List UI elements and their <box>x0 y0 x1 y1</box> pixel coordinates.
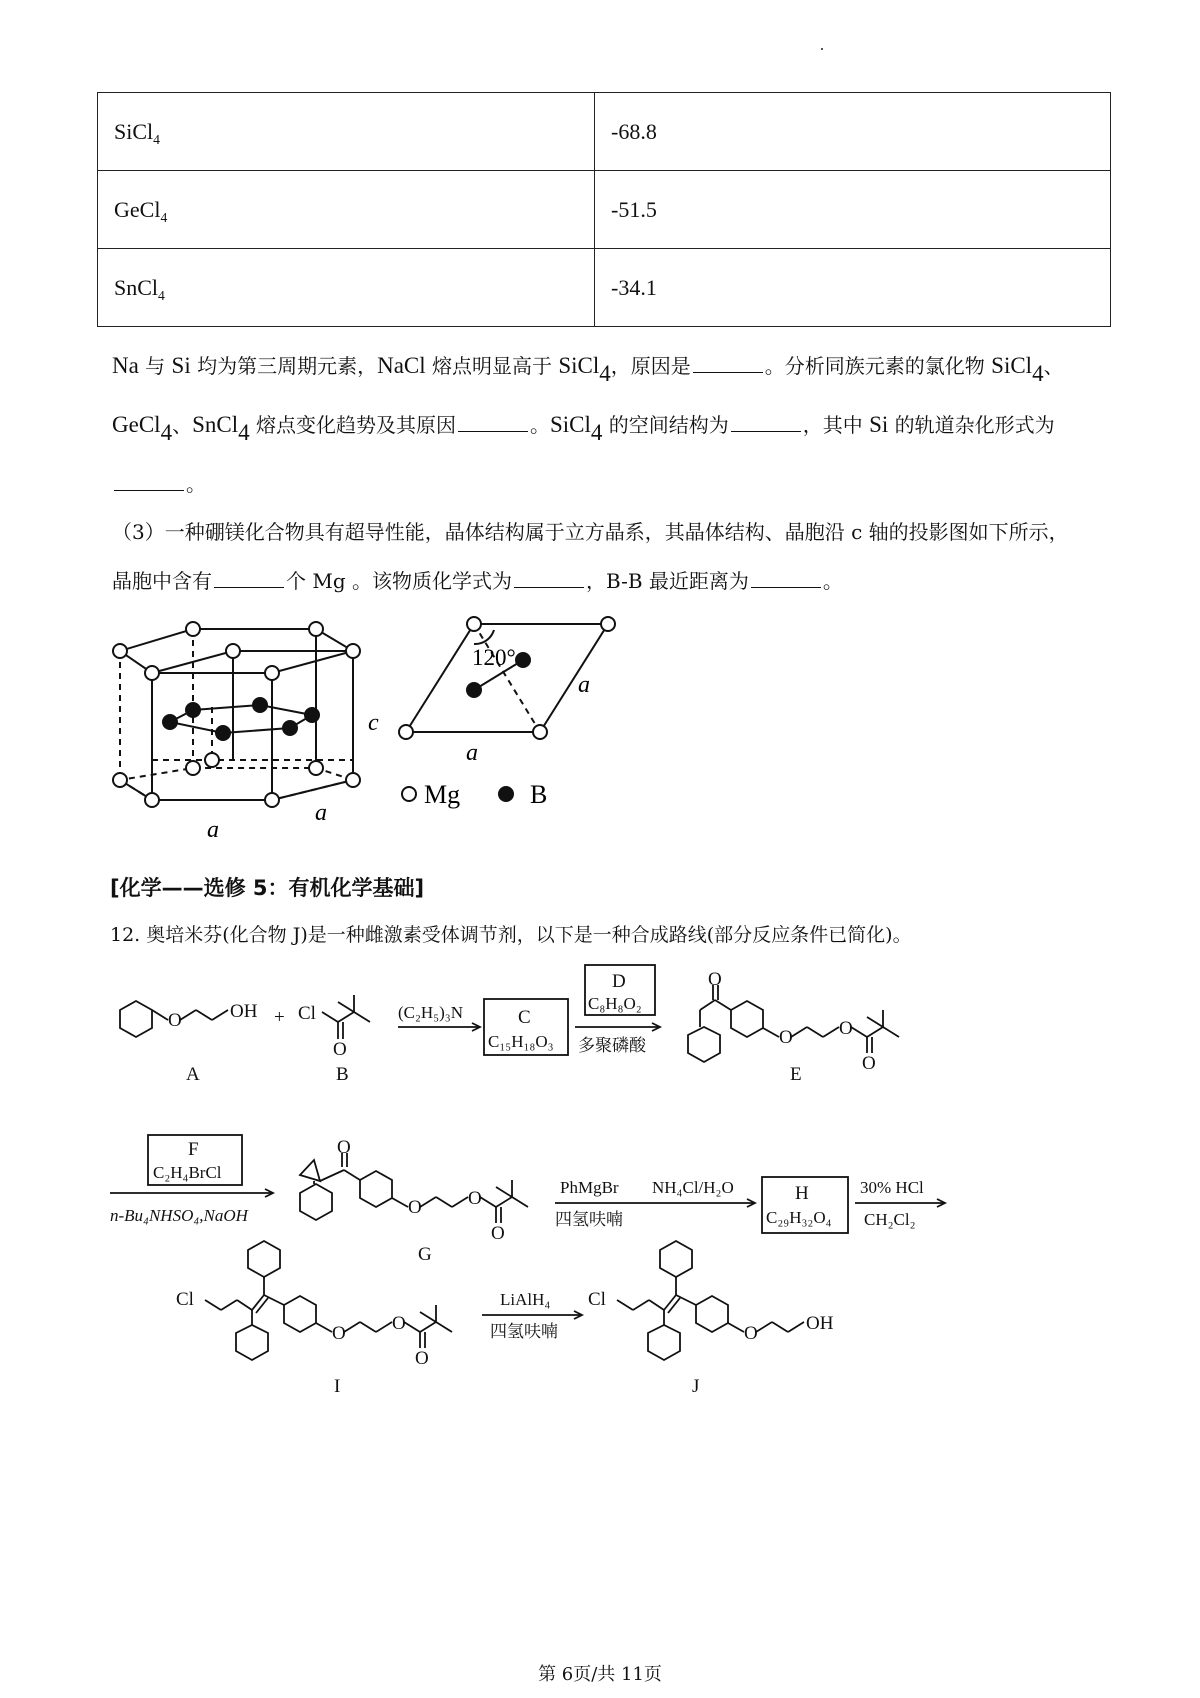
reagent-thf: 四氢呋喃 <box>490 1322 558 1341</box>
table-row <box>98 93 1111 171</box>
page-footer: 第 6页/共 11页 <box>538 1664 662 1685</box>
angle-label: 120° <box>472 645 516 670</box>
answer-blank[interactable] <box>214 569 284 588</box>
label-a: a <box>466 740 478 766</box>
atom-o: O <box>862 1053 876 1074</box>
compound-j-structure <box>617 1241 804 1360</box>
compound-e-structure <box>688 985 899 1062</box>
b-legend-icon <box>498 786 514 802</box>
reagent-nh4cl: NH₄Cl/H₂O <box>652 1178 734 1197</box>
reagent-triethylamine: (C₂H₅)₃N <box>398 1003 463 1022</box>
atom-o: O <box>408 1197 422 1218</box>
table-cell: -68.8 <box>595 93 1111 171</box>
answer-blank[interactable] <box>731 413 801 432</box>
question-line-2: GeCl$_4$、SnCl$_4$ 熔点变化趋势及其原因 。SiCl$_4$ 的空间结构为 ，其中 Si 的轨道杂化形式为 <box>112 412 1055 446</box>
table-row <box>98 249 1111 327</box>
answer-blank[interactable] <box>514 569 584 588</box>
b-atoms <box>162 697 320 741</box>
answer-blank[interactable] <box>114 472 184 491</box>
formula-h: C₂₉H₃₂O₄ <box>766 1208 832 1227</box>
label-i: I <box>334 1376 341 1397</box>
crystal-structure-figure <box>0 600 640 850</box>
label-e: E <box>790 1064 802 1085</box>
question-line-3: 。 <box>112 472 206 494</box>
question-line-1: Na 与 Si 均为第三周期元素，NaCl 熔点明显高于 SiCl$_4$，原因是 。分析同族元素的氯化物 SiCl$_4$、 <box>112 353 1064 387</box>
table-row <box>98 171 1111 249</box>
atom-o: O <box>337 1137 351 1158</box>
table-cell: -51.5 <box>595 171 1111 249</box>
reagent-f: n-Bu₄NHSO₄,NaOH <box>110 1206 248 1225</box>
label-j: J <box>692 1376 700 1397</box>
mg-legend-icon <box>402 787 416 801</box>
melting-point-table <box>97 92 1111 327</box>
label-a: a <box>207 817 219 843</box>
label-b: B <box>336 1064 349 1085</box>
table-cell: -34.1 <box>595 249 1111 327</box>
atom-o: O <box>708 969 722 990</box>
reagent-ppa: 多聚磷酸 <box>578 1036 646 1055</box>
reagent-ch2cl2: CH₂Cl₂ <box>864 1210 916 1229</box>
question-12-stem: 12. 奥培米芬(化合物 J)是一种雌激素受体调节剂，以下是一种合成路线(部分反应条件已简化)。 <box>110 924 912 946</box>
atom-o: O <box>779 1027 793 1048</box>
label-g: G <box>418 1244 432 1265</box>
answer-blank[interactable] <box>693 354 763 373</box>
label-a: A <box>186 1064 200 1085</box>
atom-o: O <box>468 1188 482 1209</box>
reagent-hcl: 30% HCl <box>860 1178 924 1197</box>
compound-b-structure <box>322 995 370 1039</box>
table-cell: SiCl$_4$ <box>98 93 595 171</box>
mg-atoms <box>113 622 360 807</box>
speck <box>821 48 823 50</box>
formula-d: C₈H₈O₂ <box>588 994 642 1013</box>
label-c: C <box>518 1007 531 1028</box>
answer-blank[interactable] <box>751 569 821 588</box>
plus-sign: + <box>274 1007 285 1028</box>
reagent-lialh4: LiAlH₄ <box>500 1290 551 1309</box>
label-f: F <box>188 1139 199 1160</box>
question-line-4: （3）一种硼镁化合物具有超导性能，晶体结构属于立方晶系，其晶体结构、晶胞沿 c 轴的投影图如下所示， <box>112 520 1069 544</box>
atom-cl: Cl <box>298 1003 316 1024</box>
atom-o: O <box>415 1348 429 1369</box>
formula-c: C₁₅H₁₈O₃ <box>488 1032 554 1051</box>
reagent-grignard: PhMgBr <box>560 1178 619 1197</box>
atom-o: O <box>744 1323 758 1344</box>
atom-o: O <box>333 1039 347 1060</box>
synthesis-scheme <box>0 955 1200 1475</box>
atom-o: O <box>168 1010 182 1031</box>
atom-cl: Cl <box>588 1289 606 1310</box>
reagent-thf: 四氢呋喃 <box>555 1210 623 1229</box>
section-heading: [化学——选修 5：有机化学基础] <box>110 876 425 900</box>
atom-o: O <box>491 1223 505 1244</box>
atom-oh: OH <box>230 1001 258 1022</box>
question-line-5: 晶胞中含有 个 Mg 。该物质化学式为 ，B-B 最近距离为 。 <box>112 569 843 593</box>
answer-blank[interactable] <box>458 413 528 432</box>
label-c: c <box>368 710 379 736</box>
atom-cl: Cl <box>176 1289 194 1310</box>
atom-oh: OH <box>806 1313 834 1334</box>
atom-o: O <box>839 1018 853 1039</box>
label-d: D <box>612 971 626 992</box>
legend-b: B <box>530 780 548 809</box>
label-a: a <box>578 672 590 698</box>
legend-mg: Mg <box>424 780 461 809</box>
atom-o: O <box>332 1323 346 1344</box>
formula-f: C₂H₄BrCl <box>153 1163 222 1182</box>
atom-o: O <box>392 1313 406 1334</box>
table-cell: GeCl$_4$ <box>98 171 595 249</box>
label-a: a <box>315 800 327 826</box>
label-h: H <box>795 1183 809 1204</box>
table-cell: SnCl$_4$ <box>98 249 595 327</box>
compound-i-structure <box>205 1241 452 1360</box>
